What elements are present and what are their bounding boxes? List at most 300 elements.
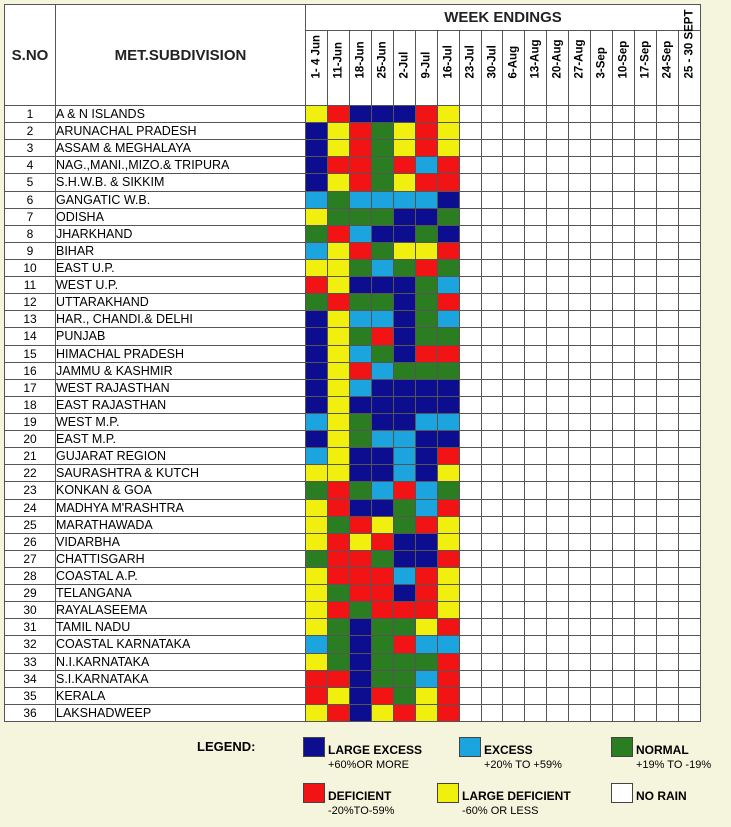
rainfall-cell bbox=[503, 259, 525, 276]
rainfall-cell bbox=[481, 208, 503, 225]
rainfall-cell bbox=[657, 636, 679, 653]
row-number: 16 bbox=[5, 362, 56, 379]
subdivision-name: WEST M.P. bbox=[56, 413, 306, 430]
rainfall-cell bbox=[547, 345, 569, 362]
rainfall-cell bbox=[327, 499, 349, 516]
rainfall-cell bbox=[349, 448, 371, 465]
rainfall-cell bbox=[569, 602, 591, 619]
table-row bbox=[5, 636, 701, 653]
rainfall-cell bbox=[481, 277, 503, 294]
table-row bbox=[5, 499, 701, 516]
rainfall-cell bbox=[327, 208, 349, 225]
rainfall-cell bbox=[613, 619, 635, 636]
rainfall-cell bbox=[503, 413, 525, 430]
rainfall-cell bbox=[591, 396, 613, 413]
rainfall-cell bbox=[678, 191, 700, 208]
rainfall-cell bbox=[569, 174, 591, 191]
rainfall-cell bbox=[503, 533, 525, 550]
rainfall-cell bbox=[613, 225, 635, 242]
rainfall-cell bbox=[415, 242, 437, 259]
rainfall-cell bbox=[306, 431, 328, 448]
rainfall-cell bbox=[327, 670, 349, 687]
subdivision-name: S.I.KARNATAKA bbox=[56, 670, 306, 687]
rainfall-cell bbox=[459, 294, 481, 311]
rainfall-cell bbox=[327, 567, 349, 584]
rainfall-cell bbox=[306, 448, 328, 465]
rainfall-cell bbox=[327, 294, 349, 311]
rainfall-cell bbox=[547, 277, 569, 294]
rainfall-cell bbox=[481, 431, 503, 448]
rainfall-cell bbox=[459, 482, 481, 499]
rainfall-cell bbox=[635, 465, 657, 482]
rainfall-cell bbox=[349, 345, 371, 362]
rainfall-cell bbox=[327, 259, 349, 276]
subdivision-name: WEST U.P. bbox=[56, 277, 306, 294]
rainfall-cell bbox=[459, 379, 481, 396]
week-label: 20-Aug bbox=[551, 39, 564, 79]
rainfall-cell bbox=[415, 379, 437, 396]
rainfall-cell bbox=[569, 362, 591, 379]
rainfall-cell bbox=[371, 106, 393, 123]
rainfall-cell bbox=[306, 106, 328, 123]
rainfall-cell bbox=[349, 157, 371, 174]
rainfall-cell bbox=[678, 704, 700, 721]
rainfall-cell bbox=[481, 567, 503, 584]
rainfall-cell bbox=[657, 225, 679, 242]
subdivision-name: EAST M.P. bbox=[56, 431, 306, 448]
subdivision-name: A & N ISLANDS bbox=[56, 106, 306, 123]
rainfall-cell bbox=[349, 567, 371, 584]
rainfall-cell bbox=[371, 396, 393, 413]
rainfall-cell bbox=[349, 636, 371, 653]
row-number: 32 bbox=[5, 636, 56, 653]
rainfall-cell bbox=[415, 413, 437, 430]
rainfall-cell bbox=[393, 191, 415, 208]
subdivision-name: TAMIL NADU bbox=[56, 619, 306, 636]
row-number: 13 bbox=[5, 311, 56, 328]
rainfall-cell bbox=[371, 704, 393, 721]
rainfall-cell bbox=[349, 396, 371, 413]
rainfall-cell bbox=[349, 465, 371, 482]
rainfall-cell bbox=[306, 636, 328, 653]
rainfall-cell bbox=[371, 328, 393, 345]
rainfall-cell bbox=[306, 413, 328, 430]
rainfall-cell bbox=[657, 482, 679, 499]
rainfall-cell bbox=[393, 242, 415, 259]
legend-swatch bbox=[303, 783, 325, 803]
rainfall-cell bbox=[613, 602, 635, 619]
rainfall-cell bbox=[569, 208, 591, 225]
subdivision-name: RAYALASEEMA bbox=[56, 602, 306, 619]
rainfall-cell bbox=[306, 311, 328, 328]
rainfall-cell bbox=[591, 567, 613, 584]
rainfall-cell bbox=[503, 379, 525, 396]
rainfall-cell bbox=[371, 499, 393, 516]
rainfall-cell bbox=[327, 362, 349, 379]
rainfall-cell bbox=[591, 345, 613, 362]
legend-range: +60%OR MORE bbox=[328, 759, 409, 771]
table-row bbox=[5, 653, 701, 670]
rainfall-cell bbox=[613, 653, 635, 670]
subdivision-name: KONKAN & GOA bbox=[56, 482, 306, 499]
rainfall-cell bbox=[547, 157, 569, 174]
rainfall-cell bbox=[503, 653, 525, 670]
rainfall-cell bbox=[503, 567, 525, 584]
table-row bbox=[5, 345, 701, 362]
subdivision-name: HAR., CHANDI.& DELHI bbox=[56, 311, 306, 328]
rainfall-cell bbox=[569, 670, 591, 687]
rainfall-cell bbox=[371, 277, 393, 294]
rainfall-cell bbox=[371, 653, 393, 670]
subdivision-header: MET.SUBDIVISION bbox=[56, 5, 306, 106]
rainfall-cell bbox=[349, 379, 371, 396]
rainfall-cell bbox=[657, 362, 679, 379]
rainfall-cell bbox=[327, 157, 349, 174]
rainfall-cell bbox=[525, 123, 547, 140]
rainfall-cell bbox=[547, 413, 569, 430]
rainfall-cell bbox=[437, 499, 459, 516]
rainfall-cell bbox=[481, 413, 503, 430]
week-label: 9-Jul bbox=[420, 51, 433, 79]
rainfall-cell bbox=[635, 157, 657, 174]
rainfall-cell bbox=[481, 259, 503, 276]
table-row bbox=[5, 106, 701, 123]
rainfall-cell bbox=[547, 225, 569, 242]
week-label: 16-Jul bbox=[442, 45, 455, 79]
subdivision-name: S.H.W.B. & SIKKIM bbox=[56, 174, 306, 191]
row-number: 17 bbox=[5, 379, 56, 396]
rainfall-cell bbox=[503, 294, 525, 311]
rainfall-cell bbox=[415, 294, 437, 311]
rainfall-cell bbox=[503, 225, 525, 242]
rainfall-cell bbox=[525, 157, 547, 174]
rainfall-cell bbox=[547, 396, 569, 413]
rainfall-cell bbox=[437, 396, 459, 413]
rainfall-cell bbox=[327, 225, 349, 242]
row-number: 27 bbox=[5, 550, 56, 567]
rainfall-cell bbox=[525, 465, 547, 482]
rainfall-cell bbox=[657, 140, 679, 157]
rainfall-cell bbox=[591, 704, 613, 721]
rainfall-cell bbox=[569, 533, 591, 550]
rainfall-cell bbox=[415, 704, 437, 721]
rainfall-cell bbox=[678, 157, 700, 174]
rainfall-cell bbox=[393, 550, 415, 567]
rainfall-cell bbox=[678, 585, 700, 602]
rainfall-cell bbox=[306, 157, 328, 174]
table-row bbox=[5, 448, 701, 465]
rainfall-cell bbox=[437, 687, 459, 704]
legend-range: -60% OR LESS bbox=[462, 805, 539, 817]
rainfall-cell bbox=[547, 311, 569, 328]
row-number: 20 bbox=[5, 431, 56, 448]
rainfall-table bbox=[4, 4, 701, 722]
rainfall-cell bbox=[569, 653, 591, 670]
rainfall-cell bbox=[591, 379, 613, 396]
table-row bbox=[5, 225, 701, 242]
rainfall-cell bbox=[525, 345, 547, 362]
rainfall-cell bbox=[371, 345, 393, 362]
rainfall-cell bbox=[415, 653, 437, 670]
rainfall-cell bbox=[503, 328, 525, 345]
rainfall-cell bbox=[481, 619, 503, 636]
rainfall-cell bbox=[591, 140, 613, 157]
rainfall-cell bbox=[437, 704, 459, 721]
subdivision-name: MARATHAWADA bbox=[56, 516, 306, 533]
rainfall-cell bbox=[437, 106, 459, 123]
rainfall-cell bbox=[327, 174, 349, 191]
rainfall-cell bbox=[657, 465, 679, 482]
rainfall-cell bbox=[635, 619, 657, 636]
week-label: 27-Aug bbox=[573, 39, 586, 79]
rainfall-cell bbox=[613, 687, 635, 704]
rainfall-cell bbox=[678, 550, 700, 567]
rainfall-cell bbox=[503, 636, 525, 653]
rainfall-cell bbox=[613, 413, 635, 430]
rainfall-cell bbox=[371, 379, 393, 396]
rainfall-cell bbox=[503, 550, 525, 567]
rainfall-cell bbox=[591, 619, 613, 636]
rainfall-cell bbox=[547, 550, 569, 567]
rainfall-cell bbox=[415, 191, 437, 208]
rainfall-cell bbox=[657, 413, 679, 430]
rainfall-cell bbox=[613, 157, 635, 174]
rainfall-cell bbox=[678, 482, 700, 499]
rainfall-cell bbox=[481, 225, 503, 242]
rainfall-cell bbox=[569, 687, 591, 704]
rainfall-cell bbox=[591, 413, 613, 430]
rainfall-cell bbox=[437, 636, 459, 653]
rainfall-cell bbox=[306, 499, 328, 516]
rainfall-cell bbox=[547, 533, 569, 550]
rainfall-cell bbox=[393, 225, 415, 242]
rainfall-cell bbox=[327, 653, 349, 670]
rainfall-cell bbox=[569, 482, 591, 499]
rainfall-cell bbox=[393, 413, 415, 430]
rainfall-cell bbox=[657, 499, 679, 516]
rainfall-cell bbox=[481, 499, 503, 516]
rainfall-cell bbox=[327, 465, 349, 482]
rainfall-cell bbox=[371, 123, 393, 140]
rainfall-cell bbox=[327, 533, 349, 550]
row-number: 14 bbox=[5, 328, 56, 345]
rainfall-cell bbox=[503, 362, 525, 379]
rainfall-cell bbox=[591, 106, 613, 123]
week-header-cell bbox=[459, 31, 481, 106]
rainfall-cell bbox=[591, 294, 613, 311]
rainfall-cell bbox=[481, 362, 503, 379]
rainfall-cell bbox=[349, 106, 371, 123]
rainfall-cell bbox=[547, 379, 569, 396]
rainfall-cell bbox=[437, 516, 459, 533]
rainfall-cell bbox=[459, 585, 481, 602]
rainfall-cell bbox=[371, 311, 393, 328]
rainfall-cell bbox=[525, 585, 547, 602]
rainfall-cell bbox=[481, 174, 503, 191]
rainfall-cell bbox=[503, 602, 525, 619]
rainfall-cell bbox=[481, 157, 503, 174]
row-number: 5 bbox=[5, 174, 56, 191]
rainfall-cell bbox=[657, 687, 679, 704]
rainfall-cell bbox=[306, 465, 328, 482]
table-row bbox=[5, 140, 701, 157]
rainfall-cell bbox=[459, 328, 481, 345]
rainfall-cell bbox=[591, 465, 613, 482]
rainfall-cell bbox=[459, 602, 481, 619]
row-number: 7 bbox=[5, 208, 56, 225]
rainfall-cell bbox=[657, 277, 679, 294]
row-number: 11 bbox=[5, 277, 56, 294]
rainfall-cell bbox=[525, 362, 547, 379]
table-row bbox=[5, 670, 701, 687]
table-row bbox=[5, 413, 701, 430]
rainfall-cell bbox=[349, 311, 371, 328]
rainfall-cell bbox=[547, 191, 569, 208]
rainfall-cell bbox=[678, 362, 700, 379]
rainfall-cell bbox=[503, 482, 525, 499]
week-endings-header: WEEK ENDINGS bbox=[306, 5, 701, 31]
rainfall-cell bbox=[371, 636, 393, 653]
legend-range: -20%TO-59% bbox=[328, 805, 395, 817]
row-number: 26 bbox=[5, 533, 56, 550]
rainfall-cell bbox=[349, 362, 371, 379]
rainfall-cell bbox=[547, 259, 569, 276]
rainfall-cell bbox=[569, 585, 591, 602]
rainfall-cell bbox=[635, 123, 657, 140]
row-number: 2 bbox=[5, 123, 56, 140]
table-row bbox=[5, 259, 701, 276]
rainfall-cell bbox=[371, 602, 393, 619]
subdivision-name: WEST RAJASTHAN bbox=[56, 379, 306, 396]
rainfall-cell bbox=[525, 550, 547, 567]
rainfall-cell bbox=[371, 431, 393, 448]
rainfall-cell bbox=[503, 687, 525, 704]
rainfall-cell bbox=[437, 653, 459, 670]
subdivision-name: COASTAL KARNATAKA bbox=[56, 636, 306, 653]
rainfall-cell bbox=[415, 585, 437, 602]
week-header-cell bbox=[327, 31, 349, 106]
rainfall-cell bbox=[635, 448, 657, 465]
rainfall-cell bbox=[437, 670, 459, 687]
rainfall-cell bbox=[349, 482, 371, 499]
rainfall-cell bbox=[437, 123, 459, 140]
rainfall-cell bbox=[591, 431, 613, 448]
rainfall-cell bbox=[657, 567, 679, 584]
rainfall-cell bbox=[657, 106, 679, 123]
rainfall-cell bbox=[657, 516, 679, 533]
rainfall-cell bbox=[349, 242, 371, 259]
row-number: 1 bbox=[5, 106, 56, 123]
rainfall-cell bbox=[503, 396, 525, 413]
rainfall-cell bbox=[393, 123, 415, 140]
rainfall-cell bbox=[613, 482, 635, 499]
rainfall-cell bbox=[525, 448, 547, 465]
table-row bbox=[5, 431, 701, 448]
rainfall-cell bbox=[635, 431, 657, 448]
rainfall-cell bbox=[569, 123, 591, 140]
rainfall-cell bbox=[415, 636, 437, 653]
rainfall-cell bbox=[415, 328, 437, 345]
rainfall-cell bbox=[503, 208, 525, 225]
table-row bbox=[5, 550, 701, 567]
rainfall-cell bbox=[678, 242, 700, 259]
rainfall-cell bbox=[547, 704, 569, 721]
rainfall-cell bbox=[327, 379, 349, 396]
rainfall-cell bbox=[393, 687, 415, 704]
rainfall-cell bbox=[349, 431, 371, 448]
rainfall-cell bbox=[459, 208, 481, 225]
rainfall-cell bbox=[613, 362, 635, 379]
rainfall-cell bbox=[349, 533, 371, 550]
rainfall-cell bbox=[415, 174, 437, 191]
rainfall-cell bbox=[459, 311, 481, 328]
rainfall-cell bbox=[481, 106, 503, 123]
row-number: 36 bbox=[5, 704, 56, 721]
subdivision-name: SAURASHTRA & KUTCH bbox=[56, 465, 306, 482]
rainfall-cell bbox=[349, 259, 371, 276]
rainfall-cell bbox=[569, 379, 591, 396]
rainfall-cell bbox=[525, 499, 547, 516]
rainfall-cell bbox=[306, 345, 328, 362]
rainfall-cell bbox=[459, 448, 481, 465]
rainfall-cell bbox=[481, 602, 503, 619]
rainfall-cell bbox=[525, 277, 547, 294]
rainfall-cell bbox=[481, 550, 503, 567]
table-row bbox=[5, 704, 701, 721]
rainfall-cell bbox=[525, 687, 547, 704]
rainfall-cell bbox=[306, 191, 328, 208]
rainfall-cell bbox=[613, 311, 635, 328]
rainfall-cell bbox=[306, 379, 328, 396]
rainfall-cell bbox=[635, 140, 657, 157]
rainfall-cell bbox=[547, 516, 569, 533]
rainfall-cell bbox=[349, 123, 371, 140]
rainfall-cell bbox=[349, 670, 371, 687]
row-number: 3 bbox=[5, 140, 56, 157]
rainfall-cell bbox=[437, 259, 459, 276]
subdivision-name: CHATTISGARH bbox=[56, 550, 306, 567]
rainfall-cell bbox=[306, 174, 328, 191]
rainfall-cell bbox=[525, 225, 547, 242]
rainfall-cell bbox=[327, 328, 349, 345]
rainfall-cell bbox=[327, 106, 349, 123]
row-number: 28 bbox=[5, 567, 56, 584]
rainfall-cell bbox=[415, 533, 437, 550]
rainfall-cell bbox=[415, 106, 437, 123]
week-label: 6-Aug bbox=[507, 45, 520, 79]
rainfall-cell bbox=[371, 294, 393, 311]
rainfall-cell bbox=[678, 396, 700, 413]
subdivision-name: NAG.,MANI.,MIZO.& TRIPURA bbox=[56, 157, 306, 174]
rainfall-cell bbox=[481, 328, 503, 345]
rainfall-cell bbox=[306, 140, 328, 157]
rainfall-cell bbox=[569, 704, 591, 721]
rainfall-cell bbox=[481, 396, 503, 413]
row-number: 34 bbox=[5, 670, 56, 687]
rainfall-cell bbox=[525, 704, 547, 721]
rainfall-cell bbox=[525, 567, 547, 584]
rainfall-cell bbox=[481, 123, 503, 140]
rainfall-cell bbox=[591, 225, 613, 242]
rainfall-cell bbox=[306, 567, 328, 584]
rainfall-cell bbox=[678, 533, 700, 550]
rainfall-cell bbox=[525, 140, 547, 157]
rainfall-cell bbox=[635, 328, 657, 345]
rainfall-cell bbox=[459, 259, 481, 276]
rainfall-cell bbox=[657, 448, 679, 465]
rainfall-cell bbox=[547, 174, 569, 191]
rainfall-cell bbox=[371, 550, 393, 567]
